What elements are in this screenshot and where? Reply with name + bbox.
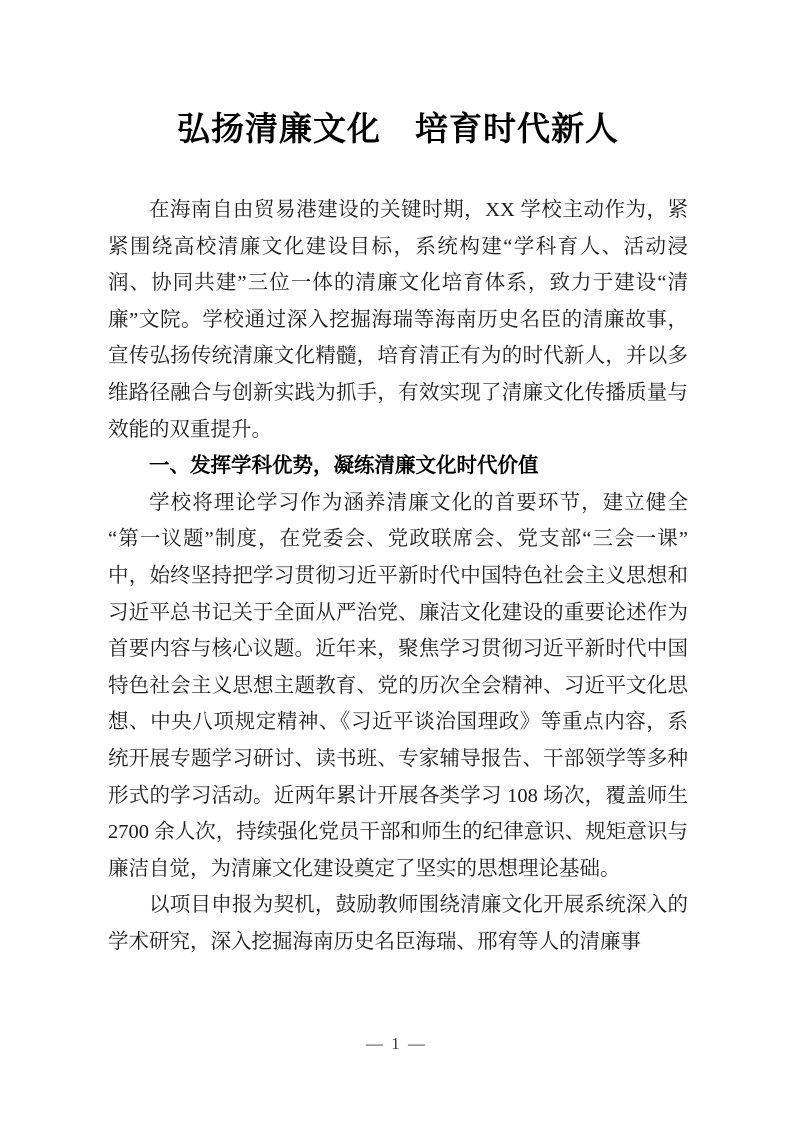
intro-paragraph: 在海南自由贸易港建设的关键时期，XX 学校主动作为，紧紧围绕高校清廉文化建设目标，系统构建“学科育人、活动浸润、协同共建”三位一体的清廉文化培育体系，致力于建设“清廉”文院。学校通过深入挖掘海瑞等海南历史名臣的清廉故事，宣传弘扬传统清廉文化精髓，培育清正有为的时代新人，并以多维路径融合与创新实践为抓手，有效实现了清廉文化传播质量与效能的双重提升。 [108,199,688,441]
document-body [108,192,688,960]
page-number: — 1 — [366,1034,427,1053]
section-1-heading: 一、发挥学科优势，凝练清廉文化时代价值 [149,454,539,478]
section-1-paragraph-1: 学校将理论学习作为涵养清廉文化的首要环节，建立健全“第一议题”制度，在党委会、党政联席会、党支部“三会一课”中，始终坚持把学习贯彻习近平新时代中国特色社会主义思想和习近平总书记关于全面从严治党、廉洁文化建设的重要论述作为首要内容与核心议题。近年来，聚焦学习贯彻习近平新时代中国特色社会主义思想主题教育、党的历次全会精神、习近平文化思想、中央八项规定精神、《习近平谈治国理政》等重点内容，系统开展专题学习研讨、读书班、专家辅导报告、干部领学等多种形式的学习活动。近两年累计开展各类学习 108 场次，覆盖师生 2700 余人次，持续强化党员干部和师生的纪律意识、规矩意识与廉洁自觉，为清廉文化建设奠定了坚实的思想理论基础。 [108,491,688,880]
document-title: 弘扬清廉文化 培育时代新人 [177,112,619,148]
section-1-paragraph-2: 以项目申报为契机，鼓励教师围绕清廉文化开展系统深入的学术研究，深入挖掘海南历史名臣海瑞、邢宥等人的清廉事 [108,894,688,953]
